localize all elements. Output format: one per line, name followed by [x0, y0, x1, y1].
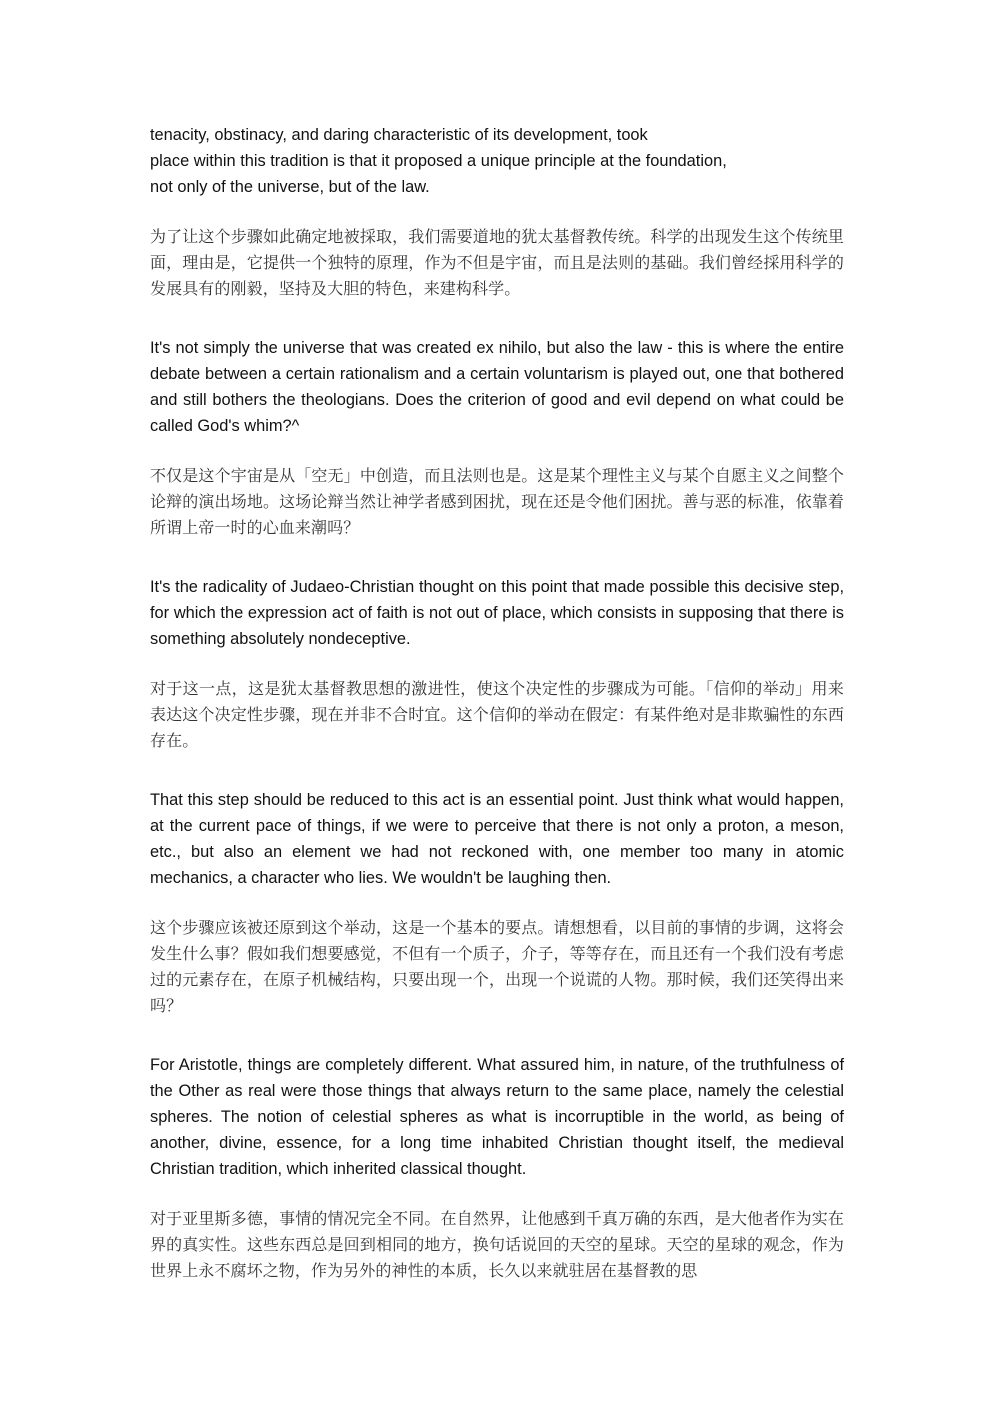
line: tenacity, obstinacy, and daring characteristic of its development, took	[150, 126, 648, 144]
paragraph-en-2: It's not simply the universe that was created ex nihilo, but also the law - this is where the entire debate between a certain rationalism and a certain voluntarism is played out, one that bothered and still bothers the theologians. Does the criterion of good and evil depend on what could be called God's whim?^	[150, 339, 844, 435]
paragraph-zh-1: 为了让这个步骤如此确定地被採取，我们需要道地的犹太基督教传统。科学的出现发生这个传统里面，理由是，它提供一个独特的原理，作为不但是宇宙，而且是法则的基础。我们曾经採用科学的发展具有的刚毅，坚持及大胆的特色，来建构科学。	[150, 227, 844, 298]
line: not only of the universe, but of the law.	[150, 178, 430, 196]
paragraph-en-5: For Aristotle, things are completely different. What assured him, in nature, of the truthfulness of the Other as real were those things that always return to the same place, namely the celestial spheres. The notion of celestial spheres as what is incorruptible in the world, as being of another, divine, essence, for a long time inhabited Christian thought itself, the medieval Christian tradition, which inherited classical thought.	[150, 1056, 844, 1178]
paragraph-en-3: It's the radicality of Judaeo-Christian thought on this point that made possible this decisive step, for which the expression act of faith is not out of place, which consists in supposing that there is something absolutely nondeceptive.	[150, 578, 844, 648]
text-body	[150, 122, 844, 1284]
paragraph-zh-4: 这个步骤应该被还原到这个举动，这是一个基本的要点。请想想看，以目前的事情的步调，这将会发生什么事？假如我们想要感觉，不但有一个质子，介子，等等存在，而且还有一个我们没有考虑过的元素存在，在原子机械结构，只要出现一个，出现一个说谎的人物。那时候，我们还笑得出来吗？	[150, 918, 844, 1015]
paragraph-en-1	[150, 122, 844, 200]
paragraph-en-4: That this step should be reduced to this act is an essential point. Just think what would happen, at the current pace of things, if we were to perceive that there is not only a proton, a meson, etc., but also an element we had not reckoned with, one member too many in atomic mechanics, a character who lies. We wouldn't be laughing then.	[150, 791, 844, 887]
line: place within this tradition is that it proposed a unique principle at the foundation,	[150, 152, 727, 170]
paragraph-zh-2: 不仅是这个宇宙是从「空无」中创造，而且法则也是。这是某个理性主义与某个自愿主义之间整个论辩的演出场地。这场论辩当然让神学者感到困扰，现在还是令他们困扰。善与恶的标准，依靠着所谓上帝一时的心血来潮吗？	[150, 466, 844, 537]
paragraph-zh-3: 对于这一点，这是犹太基督教思想的激进性，使这个决定性的步骤成为可能。「信仰的举动」用来表达这个决定性步骤，现在并非不合时宜。这个信仰的举动在假定：有某件绝对是非欺骗性的东西存在。	[150, 679, 844, 750]
paragraph-zh-5: 对于亚里斯多德，事情的情况完全不同。在自然界，让他感到千真万确的东西，是大他者作为实在界的真实性。这些东西总是回到相同的地方，换句话说回的天空的星球。天空的星球的观念，作为世界上永不腐坏之物，作为另外的神性的本质，长久以来就驻居在基督教的思	[150, 1209, 844, 1280]
